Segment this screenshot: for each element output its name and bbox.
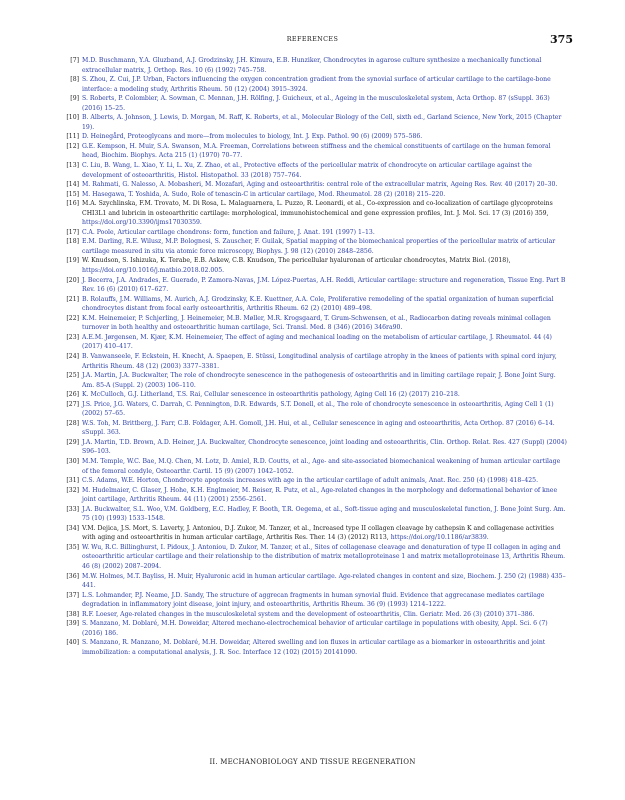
reference-number: [22] [66,314,79,322]
reference-number: [14] [66,181,79,189]
reference-number: [26] [66,391,79,399]
reference-number: [32] [66,486,79,494]
reference-text: V.M. Dejica, J.S. Mort, S. Laverty, J. Antoniou, D.J. Zukor, M. Tanzer, et al., Increased type II collagen cleavage by cathepsin K and collagenase activities with aging and osteoarthritis in human articular cartilage, Arthritis Res. Ther. 14 (3) (2012) R113, [82,524,554,542]
reference-text: C.A. Poole, Articular cartilage chondrons: form, function and failure, J. Anat. 191 (1997) 1–13. [82,228,375,236]
reference-text: C.S. Adams, W.E. Horton, Chondrocyte apoptosis increases with age in the articular cartilage of adult animals, Anat. Rec. 250 (4) (1998) 418–425. [82,477,539,485]
reference-number: [13] [66,162,79,170]
reference-item [60,199,568,228]
running-header [0,33,625,47]
reference-item [60,180,568,190]
reference-number: [21] [66,295,79,303]
reference-number: [25] [66,372,79,380]
reference-number: [15] [66,190,79,198]
reference-text: D. Heinegård, Proteoglycans and more—from molecules to biology, Int. J. Exp. Pathol. 90 (6) (2009) 575–586. [82,133,423,141]
reference-number: [31] [66,477,79,485]
reference-text: M.D. Buschmann, Y.A. Gluzband, A.J. Grodzinsky, J.H. Kimura, E.B. Hunziker, Chondrocytes in agarose culture synthesize a mechanically functional extracellular matrix, J. Orthop. Res. 10 (6) (1992) 745–758. [82,57,542,74]
reference-number: [10] [66,114,79,122]
reference-number: [38] [66,610,79,618]
reference-item [60,638,568,657]
reference-item [60,457,568,476]
reference-number: [30] [66,457,79,465]
running-title: REFERENCES [286,35,339,43]
reference-item [60,591,568,610]
reference-item [60,543,568,572]
reference-number: [20] [66,276,79,284]
reference-item [60,400,568,419]
reference-item [60,132,568,142]
reference-text: B. Vanwanseele, F. Eckstein, H. Knecht, A. Spaepen, E. Stüssi, Longitudinal analysis of cartilage atrophy in the knees of patients with spinal cord injury, Arthritis Rheum. 48 (12) (2003) 3377–3381. [82,352,557,370]
reference-number: [40] [66,639,79,647]
reference-text: A.E.M. Jørgensen, M. Kjær, K.M. Heinemeier, The effect of aging and mechanical loading on the metabolism of articular cartilage, J. Rheumatol. 44 (4) (2017) 410–417. [82,333,552,351]
reference-item [60,505,568,524]
reference-number: [17] [66,228,79,236]
reference-text: K.M. Heinemeier, P. Schjerling, J. Heinemeier, M.B. Møller, M.R. Krogsgaard, T. Grum-Schwensen, et al., Radiocarbon dating reveals minimal collagen turnover in both healthy and osteoarthritic human cartilage, Sci. Transl. Med. 8 (346) (2016) 346ra90. [82,314,551,332]
reference-item [60,256,568,275]
doi-link[interactable]: https://doi.org/10.1016/j.matbio.2018.02.005. [82,267,225,275]
reference-number: [36] [66,572,79,580]
page-number: 375 [550,33,573,46]
reference-text: J.S. Price, J.G. Waters, C. Darrah, C. Pennington, D.R. Edwards, S.T. Donell, et al., The role of chondrocyte senescence in osteoarthritis, Aging Cell 1 (1) (2002) 57–65. [82,400,554,418]
reference-text: L.S. Lohmander, P.J. Neame, J.D. Sandy, The structure of aggrecan fragments in human synovial fluid. Evidence that aggrecanase mediates cartilage degradation in inflammatory joint disease, joint injury, and osteoarthritis, Arthritis Rheum. 36 (9) (1993) 1214–1222. [82,591,545,609]
reference-item [60,486,568,505]
reference-text: J.A. Martin, T.D. Brown, A.D. Heiner, J.A. Buckwalter, Chondrocyte senescence, joint loading and osteoarthritis, Clin. Orthop. Relat. Res. 427 (Suppl) (2004) S96–103. [82,438,567,456]
reference-text: M. Rahmati, G. Nalesso, A. Mobasheri, M. Mozafari, Aging and osteoarthritis: central role of the extracellular matrix, Ageing Res. Rev. 40 (2017) 20–30. [82,181,558,189]
reference-number: [18] [66,238,79,246]
reference-number: [37] [66,591,79,599]
reference-item [60,295,568,314]
reference-item [60,228,568,238]
reference-number: [27] [66,400,79,408]
reference-item [60,572,568,591]
reference-number: [7] [70,57,79,64]
reference-item [60,419,568,438]
reference-number: [35] [66,543,79,551]
reference-number: [39] [66,620,79,628]
reference-item [60,56,568,75]
reference-text: M.A. Szychlinska, F.M. Trovato, M. Di Rosa, L. Malaguarnera, L. Puzzo, R. Leonardi, et al., Co-expression and co-localization of cartilage glycoproteins CHI3L1 and lubricin in osteoarthritic cartilage: morphological, immunohistochemical and gene expression profiles, Int. J. Mol. Sci. 17 (3) (2016) 359, [82,200,553,217]
reference-text: R.F. Loeser, Age-related changes in the musculoskeletal system and the development of osteoarthritis, Clin. Geriatr. Med. 26 (3) (2010) 371–386. [82,610,535,618]
reference-text: B. Alberts, A. Johnson, J. Lewis, D. Morgan, M. Raff, K. Roberts, et al., Molecular Biology of the Cell, sixth ed., Garland Science, New York, 2015 (Chapter 19). [82,114,562,131]
reference-item [60,113,568,132]
reference-item [60,610,568,620]
reference-list [60,56,568,657]
reference-text: W.S. Toh, M. Brittberg, J. Farr, C.B. Foldager, A.H. Gomoll, J.H. Hui, et al., Cellular senescence in aging and osteoarthritis, Acta Orthop. 87 (2016) 6–14. sSuppl. 363. [82,419,555,437]
reference-item [60,237,568,256]
reference-item [60,438,568,457]
reference-number: [16] [66,200,79,208]
reference-item [60,161,568,180]
reference-text: J.A. Buckwalter, S.L. Woo, V.M. Goldberg, E.C. Hadley, F. Booth, T.R. Oegema, et al., Soft-tissue aging and musculoskeletal function, J. Bone Joint Surg. Am. 75 (10) (1993) 1533–1548. [82,505,566,523]
reference-text: M. Hudelmaier, C. Glaser, J. Hohe, K.H. Englmeier, M. Reiser, R. Putz, et al., Age-related changes in the morphology and deformational behavior of knee joint cartilage, Arthritis Rheum. 44 (11) (2001) 2556–2561. [82,486,558,504]
reference-text: K. McCulloch, G.J. Litherland, T.S. Rai, Cellular senescence in osteoarthritis pathology, Aging Cell 16 (2) (2017) 210–218. [82,391,460,399]
reference-item [60,190,568,200]
reference-number: [23] [66,333,79,341]
reference-text: G.E. Kempson, H. Muir, S.A. Swanson, M.A. Freeman, Correlations between stiffness and the chemical constituents of cartilage on the human femoral head, Biochim. Biophys. Acta 215 (1) (1970) 70–77. [82,142,551,160]
reference-text: C. Liu, B. Wang, L. Xiao, Y. Li, L. Xu, Z. Zhao, et al., Protective effects of the pericellular matrix of chondrocyte on articular cartilage against the development of osteoarthritis, Histol. Histopathol. 33 (2018) 757–764. [82,162,532,179]
reference-number: [29] [66,438,79,446]
running-footer: II. MECHANOBIOLOGY AND TISSUE REGENERATION [209,758,416,766]
reference-number: [28] [66,419,79,427]
reference-number: [12] [66,142,79,150]
reference-item [60,276,568,295]
reference-item [60,524,568,543]
reference-text: W. Knudson, S. Ishizuka, K. Terabe, E.B. Askew, C.B. Knudson, The pericellular hyaluronan of articular chondrocytes, Matrix Biol. (2018), [82,257,511,265]
reference-item [60,476,568,486]
reference-item [60,352,568,371]
reference-item [60,371,568,390]
reference-item [60,314,568,333]
reference-number: [8] [70,76,79,84]
reference-number: [24] [66,352,79,360]
reference-item [60,75,568,94]
reference-text: B. Rolauffs, J.M. Williams, M. Aurich, A.J. Grodzinsky, K.E. Kuettner, A.A. Cole, Proliferative remodeling of the spatial organization of human superficial chondrocytes distant from focal early osteoarthritis, Arthritis Rheum. 62 (2) (2010) 489–498. [82,295,554,313]
reference-number: [11] [66,133,79,141]
doi-link[interactable]: https://doi.org/10.3390/ijms17030359. [82,219,202,227]
reference-number: [9] [70,95,79,103]
reference-text: J. Becerra, J.A. Andrades, E. Guerado, P. Zamora-Navas, J.M. López-Puertas, A.H. Reddi, Articular cartilage: structure and regeneration, Tissue Eng. Part B Rev. 16 (6) (2010) 617–627. [82,276,566,294]
reference-text: S. Roberts, P. Colombier, A. Sowman, C. Mennan, J.H. Rölfing, J. Guicheux, et al., Ageing in the musculoskeletal system, Acta Orthop. 87 (sSuppl. 363) (2016) 15–25. [82,95,550,112]
reference-text: S. Manzano, M. Doblaré, M.H. Doweidar, Altered mechano-electrochemical behavior of articular cartilage in populations with obesity, Appl. Sci. 6 (7) (2016) 186. [82,620,548,637]
reference-item [60,333,568,352]
reference-text: S. Zhou, Z. Cui, J.P. Urban, Factors influencing the oxygen concentration gradient from the synovial surface of articular cartilage to the cartilage-bone interface: a modeling study, Arthritis Rheum. 50 (12) (2004) 3915–3924. [82,76,551,93]
reference-text: M.M. Temple, W.C. Bae, M.Q. Chen, M. Lotz, D. Amiel, R.D. Coutts, et al., Age- and site-associated biomechanical weakening of human articular cartilage of the femoral condyle, Osteoarthr. Cartil. 15 (9) (2007) 1042–1052. [82,457,561,475]
reference-item [60,94,568,113]
reference-number: [19] [66,257,79,265]
reference-text: M.W. Holmes, M.T. Bayliss, H. Muir, Hyaluronic acid in human articular cartilage. Age-related changes in content and size, Biochem. J. 250 (2) (1988) 435–441. [82,572,566,590]
reference-text: W. Wu, R.C. Billinghurst, I. Pidoux, J. Antoniou, D. Zukor, M. Tanzer, et al., Sites of collagenase cleavage and denaturation of type II collagen in aging and osteoarthritic articular cartilage and their relationship to the distribution of matrix metalloproteinase 1 and matrix metalloproteinase 13, Arthritis Rheum. 46 (8) (2002) 2087–2094. [82,543,566,570]
reference-item [60,390,568,400]
reference-item [60,142,568,161]
reference-number: [34] [66,524,79,532]
reference-item [60,619,568,638]
doi-link[interactable]: https://doi.org/10.1186/ar3839. [390,534,489,542]
reference-text: E.M. Darling, R.E. Wilusz, M.P. Bolognesi, S. Zauscher, F. Guilak, Spatial mapping of the biomechanical properties of the pericellular matrix of articular cartilage measured in situ via atomic force microscopy, Biophys. J. 98 (12) (2010) 2848–2856. [82,238,556,255]
reference-text: J.A. Martin, J.A. Buckwalter, The role of chondrocyte senescence in the pathogenesis of osteoarthritis and in limiting cartilage repair, J. Bone Joint Surg. Am. 85-A (Suppl. 2) (2003) 106–110. [82,372,556,389]
reference-text: M. Hasegawa, T. Yoshida, A. Sudo, Role of tenascin-C in articular cartilage, Mod. Rheumatol. 28 (2) (2018) 215–220. [82,190,446,198]
reference-number: [33] [66,505,79,513]
reference-text: S. Manzano, R. Manzano, M. Doblaré, M.H. Doweidar, Altered swelling and ion fluxes in articular cartilage as a biomarker in osteoarthritis and joint immobilization: a computational analysis, J. R. Soc. Interface 12 (102) (2015) 20141090. [82,639,546,656]
